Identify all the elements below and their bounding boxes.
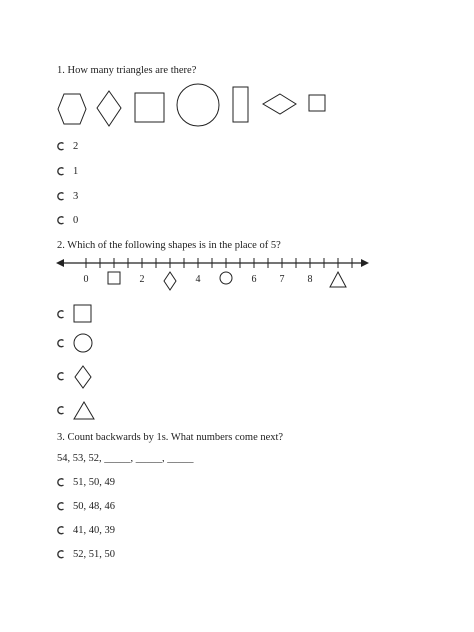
tick-label: 7 xyxy=(279,274,285,285)
tick-label: 0 xyxy=(83,274,89,285)
q2-option-diamond[interactable] xyxy=(57,365,257,389)
radio-button-icon[interactable] xyxy=(57,339,65,347)
number-line xyxy=(0,255,474,295)
numberline-square xyxy=(108,272,120,284)
q2-option-square[interactable] xyxy=(57,304,257,326)
q3-option-c[interactable] xyxy=(57,524,257,544)
left-arrow-icon xyxy=(56,259,64,267)
tall-rectangle-shape xyxy=(233,87,248,122)
triangle-option-icon xyxy=(73,400,97,422)
radio-button-icon[interactable] xyxy=(57,550,65,558)
q3-option-b[interactable] xyxy=(57,500,257,520)
q2-option-triangle[interactable] xyxy=(57,400,257,422)
small-square-shape xyxy=(309,95,325,111)
radio-button-icon[interactable] xyxy=(57,167,65,175)
tick-label: 2 xyxy=(139,274,145,285)
wide-diamond-shape xyxy=(263,94,296,114)
tick-label: 8 xyxy=(307,274,313,285)
square-shape xyxy=(135,93,164,122)
numberline-diamond xyxy=(164,272,176,290)
question-1-text: 1. How many triangles are there? xyxy=(57,65,197,76)
square-option-icon xyxy=(73,304,93,324)
diamond-shape xyxy=(97,91,121,126)
tick-label: 6 xyxy=(251,274,257,285)
q3-option-a[interactable] xyxy=(57,476,257,496)
q3-option-d[interactable] xyxy=(57,548,257,568)
option-label: 3 xyxy=(73,191,79,202)
q1-option-a[interactable] xyxy=(57,140,257,160)
option-label: 0 xyxy=(73,215,79,226)
question-2-text: 2. Which of the following shapes is in the place of 5? xyxy=(57,240,281,251)
radio-button-icon[interactable] xyxy=(57,478,65,486)
diamond-option-icon xyxy=(73,365,95,389)
radio-button-icon[interactable] xyxy=(57,142,65,150)
q1-option-b[interactable] xyxy=(57,165,257,185)
q2-option-circle[interactable] xyxy=(57,333,257,355)
hexagon-shape xyxy=(58,94,86,124)
option-label: 51, 50, 49 xyxy=(73,477,115,488)
option-label: 2 xyxy=(73,141,79,152)
radio-button-icon[interactable] xyxy=(57,526,65,534)
q1-shapes-row xyxy=(0,0,474,140)
option-label: 1 xyxy=(73,166,79,177)
radio-button-icon[interactable] xyxy=(57,372,65,380)
numberline-circle xyxy=(220,272,232,284)
circle-shape xyxy=(177,84,219,126)
circle-option-icon xyxy=(73,333,95,355)
numberline-triangle xyxy=(330,272,346,287)
radio-button-icon[interactable] xyxy=(57,406,65,414)
q1-option-c[interactable] xyxy=(57,190,257,210)
radio-button-icon[interactable] xyxy=(57,192,65,200)
tick-label: 4 xyxy=(195,274,201,285)
option-label: 41, 40, 39 xyxy=(73,525,115,536)
radio-button-icon[interactable] xyxy=(57,310,65,318)
option-label: 50, 48, 46 xyxy=(73,501,115,512)
number-sequence: 54, 53, 52, _____, _____, _____ xyxy=(57,453,194,464)
question-3-text: 3. Count backwards by 1s. What numbers come next? xyxy=(57,432,284,443)
radio-button-icon[interactable] xyxy=(57,216,65,224)
option-label: 52, 51, 50 xyxy=(73,549,115,560)
radio-button-icon[interactable] xyxy=(57,502,65,510)
q1-option-d[interactable] xyxy=(57,214,257,234)
right-arrow-icon xyxy=(361,259,369,267)
